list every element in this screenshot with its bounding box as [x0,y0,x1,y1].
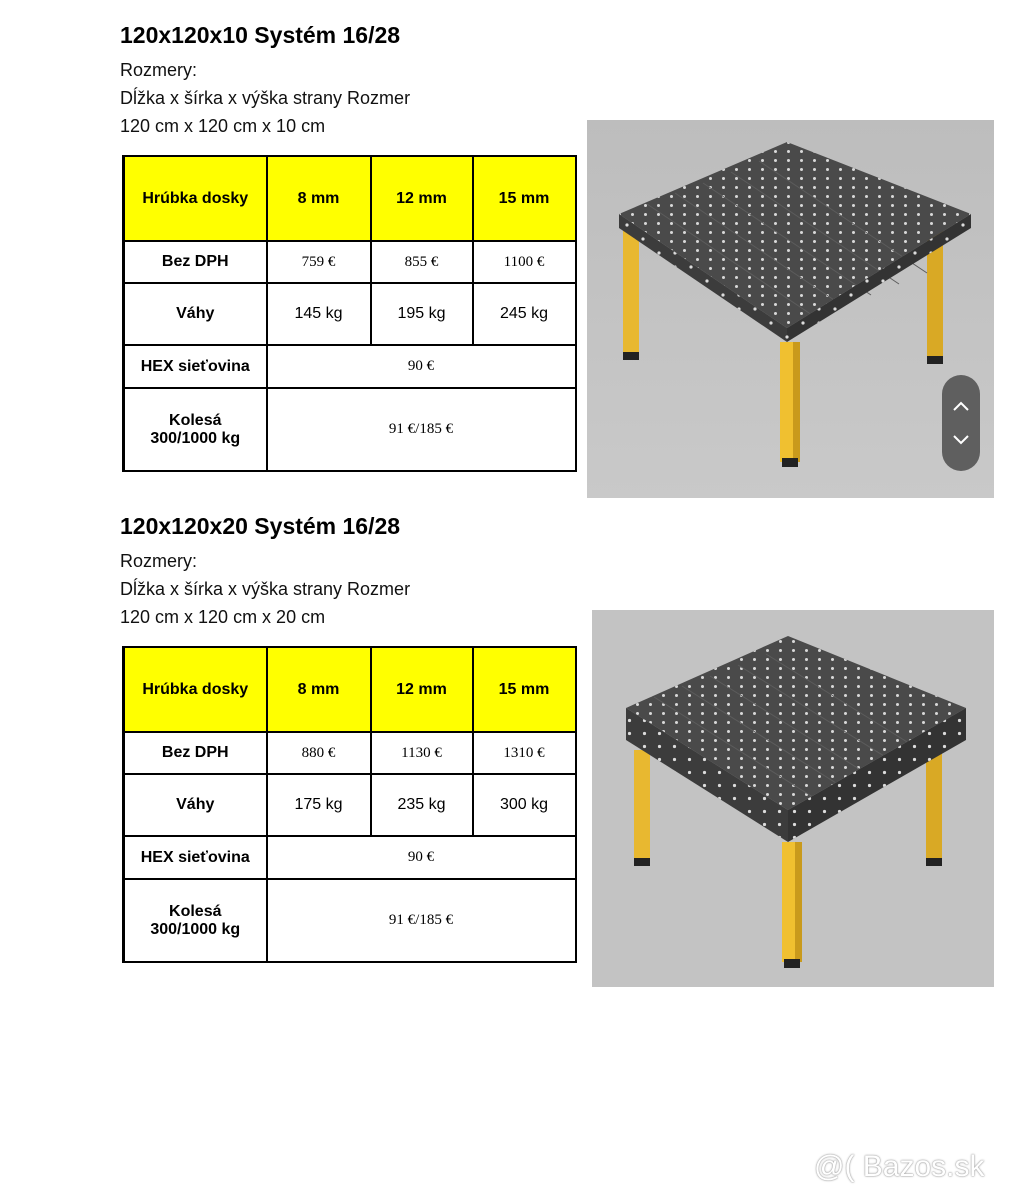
weight-8mm: 175 kg [267,774,371,836]
weight-8mm: 145 kg [267,283,371,345]
price-label: Bez DPH [124,241,267,283]
price-8mm: 880 € [267,732,371,774]
weight-label: Váhy [124,774,267,836]
table-row-wheels [124,388,576,471]
price-12mm: 1130 € [371,732,473,774]
price-label: Bez DPH [124,732,267,774]
dimensions-label: Rozmery: [120,551,198,571]
table-row-header [124,647,576,732]
thickness-col-15mm: 15 mm [473,156,576,241]
section-title: 120x120x20 Systém 16/28 [120,513,401,539]
weight-12mm: 195 kg [371,283,473,345]
chevron-up-icon[interactable] [942,391,980,421]
dimensions-value: 120 cm x 120 cm x 10 cm [120,116,326,136]
table-row-weight [124,774,576,836]
thickness-col-8mm: 8 mm [267,647,371,732]
wheels-label: Kolesá 300/1000 kg [124,388,267,471]
hex-price: 90 € [267,836,576,879]
wheels-label: Kolesá 300/1000 kg [124,879,267,962]
table-row-weight [124,283,576,345]
scroll-control [942,375,980,471]
table-row-price [124,241,576,283]
hex-price: 90 € [267,345,576,388]
thickness-col-12mm: 12 mm [371,156,473,241]
dimensions-description: Dĺžka x šírka x výška strany Rozmer [120,88,411,108]
thickness-label: Hrúbka dosky [124,156,267,241]
watermark: @( Bazos.sk [814,1150,985,1183]
thickness-col-8mm: 8 mm [267,156,371,241]
wheels-price: 91 €/185 € [267,879,576,962]
price-12mm: 855 € [371,241,473,283]
thickness-col-12mm: 12 mm [371,647,473,732]
hex-label: HEX sieťovina [124,836,267,879]
dimensions-description: Dĺžka x šírka x výška strany Rozmer [120,579,411,599]
dimensions-value: 120 cm x 120 cm x 20 cm [120,607,326,627]
table-row-header [124,156,576,241]
product-image-table-10 [587,120,994,498]
thickness-label: Hrúbka dosky [124,647,267,732]
weight-15mm: 245 kg [473,283,576,345]
price-15mm: 1100 € [473,241,576,283]
welding-table-illustration [587,120,994,498]
weight-12mm: 235 kg [371,774,473,836]
product-image-table-20 [592,610,994,987]
weight-15mm: 300 kg [473,774,576,836]
section-title: 120x120x10 Systém 16/28 [120,22,401,48]
weight-label: Váhy [124,283,267,345]
spec-table [122,155,577,472]
price-15mm: 1310 € [473,732,576,774]
table-row-hex [124,836,576,879]
price-8mm: 759 € [267,241,371,283]
table-row-hex [124,345,576,388]
table-row-price [124,732,576,774]
spec-table [122,646,577,963]
wheels-price: 91 €/185 € [267,388,576,471]
chevron-down-icon[interactable] [942,425,980,455]
table-row-wheels [124,879,576,962]
hex-label: HEX sieťovina [124,345,267,388]
dimensions-label: Rozmery: [120,60,198,80]
thickness-col-15mm: 15 mm [473,647,576,732]
welding-table-illustration [592,610,994,987]
